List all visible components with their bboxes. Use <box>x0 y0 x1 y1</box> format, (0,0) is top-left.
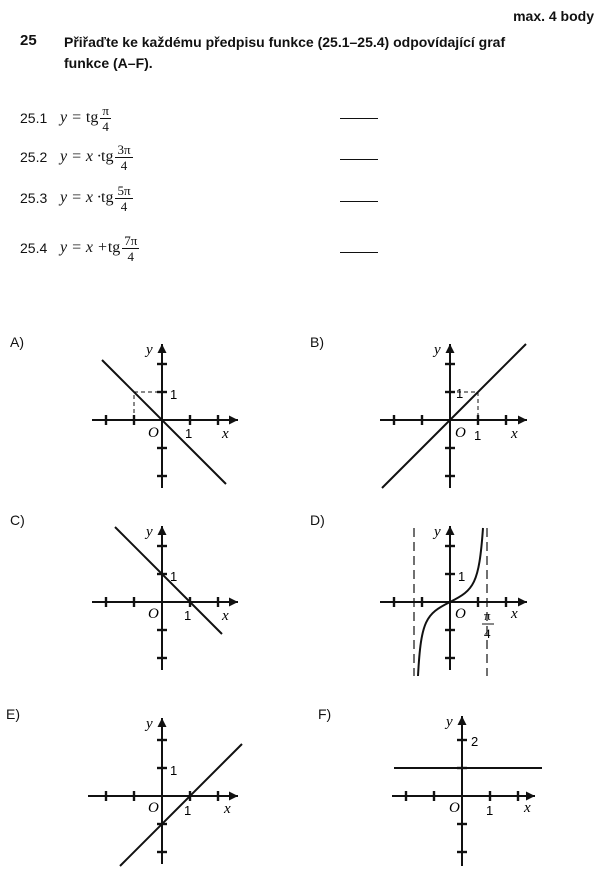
formula-tg: tg <box>101 189 114 206</box>
graph-label-a: A) <box>10 334 24 350</box>
y-label: y <box>146 524 153 540</box>
formula-mid: x + <box>85 239 108 256</box>
tick-1-y: 1 <box>170 569 178 584</box>
graph-label-f: F) <box>318 706 332 722</box>
y-label: y <box>434 342 441 358</box>
y-label: y <box>434 524 441 540</box>
graph-label-e: E) <box>6 706 20 722</box>
formula-lhs: y = <box>60 189 82 206</box>
x-label: x <box>224 801 231 817</box>
origin-label: O <box>455 425 466 441</box>
tick-1-x: 1 <box>184 608 192 623</box>
item-number: 25.1 <box>20 110 48 126</box>
pi-denominator: 4 <box>484 626 491 641</box>
tick-1-y: 1 <box>170 763 178 778</box>
formula-lhs: y = <box>60 239 82 256</box>
origin-label: O <box>455 606 466 622</box>
formula-mid: x · <box>85 189 102 206</box>
y-label: y <box>446 714 453 730</box>
pi-numerator: π <box>484 608 491 623</box>
tick-1-y: 1 <box>458 569 466 584</box>
origin-label: O <box>148 425 159 441</box>
y-label: y <box>146 716 153 732</box>
formula-lhs: y = <box>60 109 82 126</box>
fraction-denominator: 4 <box>102 118 109 134</box>
fraction-denominator: 4 <box>127 248 135 264</box>
x-label: x <box>524 800 531 816</box>
formula-mid: x · <box>85 148 102 165</box>
tick-1-x: 1 <box>185 426 193 441</box>
tick-1-y: 1 <box>456 386 464 401</box>
formula-tg: tg <box>101 148 114 165</box>
x-label: x <box>222 608 229 624</box>
tick-1-y: 1 <box>170 387 178 402</box>
tick-1-x: 1 <box>184 803 192 818</box>
fraction-numerator: 7π <box>124 232 138 248</box>
item-number: 25.3 <box>20 190 48 206</box>
fraction-denominator: 4 <box>120 198 128 214</box>
y-label: y <box>146 342 153 358</box>
x-label: x <box>511 606 518 622</box>
fraction-numerator: 3π <box>117 141 131 157</box>
formula-tg: tg <box>85 109 99 126</box>
origin-label: O <box>148 606 159 622</box>
graph-label-c: C) <box>10 512 25 528</box>
tick-1-x: 1 <box>486 803 494 818</box>
y-axis-arrow <box>458 716 467 725</box>
item-number: 25.4 <box>20 240 48 256</box>
fraction-numerator: 5π <box>117 182 131 198</box>
tick-1-x: 1 <box>474 428 482 443</box>
question-text: Přiřaďte ke každému předpisu funkce (25.1–25.4) odpovídající graf funkce (A–F). <box>64 34 506 71</box>
item-number: 25.2 <box>20 149 48 165</box>
fraction-denominator: 4 <box>120 157 128 173</box>
max-points: max. 4 body <box>513 8 594 24</box>
tick-2-y: 2 <box>471 734 479 749</box>
x-label: x <box>511 426 518 442</box>
origin-label: O <box>449 800 460 816</box>
question-number: 25 <box>20 32 37 49</box>
fraction-numerator: π <box>102 102 109 118</box>
origin-label: O <box>148 800 159 816</box>
formula-lhs: y = <box>60 148 82 165</box>
formula-tg: tg <box>107 239 121 256</box>
graph-label-b: B) <box>310 334 324 350</box>
x-label: x <box>222 426 229 442</box>
graph-label-d: D) <box>310 512 325 528</box>
